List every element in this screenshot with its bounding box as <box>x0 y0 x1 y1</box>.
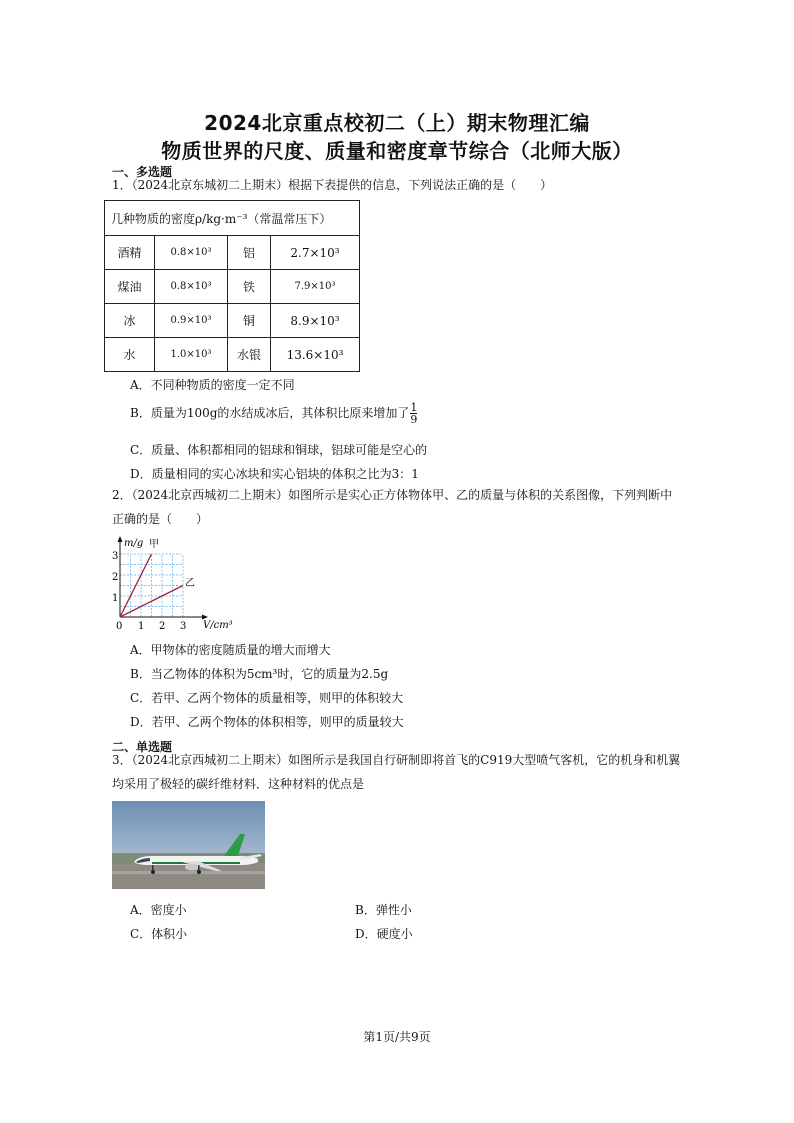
density-value: 0.9×10³ <box>155 304 228 338</box>
page-title-line1: 2024北京重点校初二（上）期末物理汇编 <box>204 111 590 135</box>
density-table <box>104 200 360 372</box>
q1-option-a: A．不同种物质的密度一定不同 <box>130 378 295 392</box>
q2-option-a: A．甲物体的密度随质量的增大而增大 <box>130 643 331 657</box>
density-value: 2.7×10³ <box>271 236 360 270</box>
y-tick-label: 1 <box>112 593 119 604</box>
substance-name: 酒精 <box>105 236 155 270</box>
y-axis-arrow <box>118 536 123 542</box>
question-1-stem: 1．（2024北京东城初二上期末）根据下表提供的信息，下列说法正确的是（ ） <box>112 178 553 192</box>
x-tick-label: 3 <box>180 621 187 632</box>
table-row <box>105 236 360 270</box>
q3-option-b: B．弹性小 <box>355 903 412 917</box>
graph-grid <box>120 554 183 617</box>
c919-airplane-photo <box>112 801 265 889</box>
page-number: 第1页/共9页 <box>363 1030 431 1044</box>
substance-name: 铁 <box>228 270 271 304</box>
density-value: 13.6×10³ <box>271 338 360 372</box>
substance-name: 铝 <box>228 236 271 270</box>
q3-option-c: C．体积小 <box>130 927 188 941</box>
substance-name: 水银 <box>228 338 271 372</box>
question-3-stem-line2: 均采用了极轻的碳纤维材料．这种材料的优点是 <box>112 777 365 791</box>
density-table-caption: 几种物质的密度ρ/kg·m⁻³（常温常压下） <box>105 201 360 236</box>
q3-option-a: A．密度小 <box>130 903 187 917</box>
density-value: 7.9×10³ <box>271 270 360 304</box>
x-axis-label: V/cm³ <box>203 620 233 631</box>
question-3-stem-line1: 3．（2024北京西城初二上期末）如图所示是我国自行研制即将首飞的C919大型喷气客机，它的机身和机翼 <box>112 753 681 767</box>
q1-option-c: C．质量、体积都相同的铝球和铜球，铝球可能是空心的 <box>130 443 428 457</box>
q3-option-d: D．硬度小 <box>355 927 413 941</box>
substance-name: 水 <box>105 338 155 372</box>
page-title-line2: 物质世界的尺度、质量和密度章节综合（北师大版） <box>161 139 633 163</box>
fraction-numerator: 1 <box>410 401 418 414</box>
density-value: 1.0×10³ <box>155 338 228 372</box>
density-value: 0.8×10³ <box>155 236 228 270</box>
y-tick-label: 3 <box>112 551 119 562</box>
density-value: 0.8×10³ <box>155 270 228 304</box>
density-value: 8.9×10³ <box>271 304 360 338</box>
fraction <box>410 402 417 425</box>
origin-label: 0 <box>116 621 123 632</box>
q2-option-d: D．若甲、乙两个物体的体积相等，则甲的质量较大 <box>130 715 404 729</box>
table-row <box>105 338 360 372</box>
substance-name: 铜 <box>228 304 271 338</box>
section-heading-single-choice: 二、单选题 <box>112 740 173 754</box>
substance-name: 冰 <box>105 304 155 338</box>
x-axis-arrow <box>202 615 208 620</box>
y-axis-label: m/g <box>124 538 144 549</box>
q1-option-d: D．质量相同的实心冰块和实心铝块的体积之比为3：1 <box>130 467 419 481</box>
question-2-stem-line2: 正确的是（ ） <box>112 512 209 526</box>
question-2-stem-line1: 2．（2024北京西城初二上期末）如图所示是实心正方体物体甲、乙的质量与体积的关系图像，下列判断中 <box>112 488 673 502</box>
q2-option-c: C．若甲、乙两个物体的质量相等，则甲的体积较大 <box>130 691 404 705</box>
q1-option-b <box>130 402 417 425</box>
x-tick-label: 2 <box>159 621 166 632</box>
table-row <box>105 304 360 338</box>
substance-name: 煤油 <box>105 270 155 304</box>
table-row <box>105 270 360 304</box>
q2-option-b: B．当乙物体的体积为5cm³时，它的质量为2.5g <box>130 667 389 681</box>
series-label-jia: 甲 <box>149 539 159 550</box>
x-tick-label: 1 <box>138 621 145 632</box>
series-label-yi: 乙 <box>185 578 195 589</box>
q1-option-b-text: B．质量为100g的水结成冰后，其体积比原来增加了 <box>130 406 410 420</box>
mass-volume-graph <box>104 533 244 633</box>
section-heading-multiple-choice: 一、多选题 <box>112 165 173 179</box>
fraction-denominator: 9 <box>410 413 418 426</box>
y-tick-label: 2 <box>112 572 119 583</box>
